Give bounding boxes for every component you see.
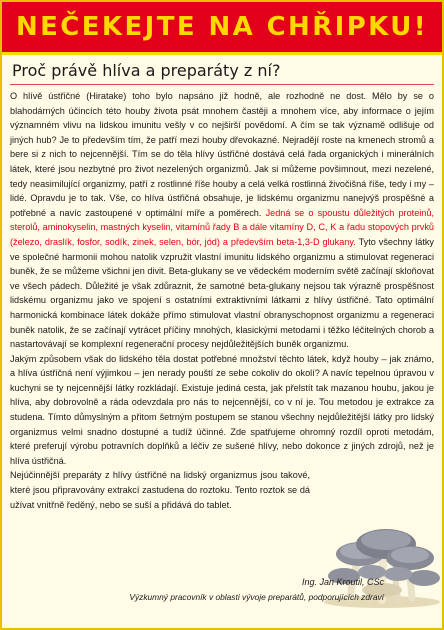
headline-banner: [2, 2, 442, 52]
author-signature: Ing. Jan Kroutil, CSc: [301, 577, 384, 587]
nutrient-highlight: Jedná se o spoustu důležitých proteinů, sterolů, aminokyselin, mastných kyselin, vitamínů řady B a dále vitamíny D, C, K a řadu stopových prvků (železo, draslík, fosfor, sodík, zinek, selen, bór, jód) a především beta-1,3-D glukany.: [10, 207, 434, 247]
paragraph-3: Nejúčinnější preparáty z hlívy ústřičné na lidský organizmus jsou takové, které jsou připravovány extrakcí zastudena do roztoku. Tento roztok se dá užívat vnitřně ředěný, nebo se suší a přidává do tablet.: [10, 470, 310, 510]
paragraph-2: Jakým způsobem však do lidského těla dostat potřebné množství těchto látek, když houby – jak známo, a hlíva ústřičná není výjimkou – jen nerady pouští ze sebe cokoliv do okolí? A navíc tepelnou úpravou v kuchyni se ty nejcennější látky rozkládají. Existuje jediná cesta, jak přelstít tak mazanou houbu, jakou je hlíva, aby dobrovolně a ráda odevzdala pro nás to nejcennější, co v ní je. Tou metodou je extrakce za studena. Tímto důmyslným a přitom šetrným postupem se stanou všechny nejdůležitější látky pro lidský organizmus velmi snadno dostupné a tudíž účinné. Zde spatřujeme ohromný rozdíl oproti metodám, které preferují výrobu potravních doplňků a léčiv ze sušené hlívy, nebo dokonce z jiných zdrojů, než je hlíva ústřičná.: [10, 353, 434, 466]
paragraph-1: [10, 89, 434, 352]
subheading-divider: [10, 84, 434, 85]
paragraph-1-rest: Tyto všechny látky ve společné harmonii mohou natolik vzpružit vlastní imunitu lidského organizmu a stimulovat regeneraci buněk, že se můžeme všichni jen divit. Beta-glukany se ve vědeckém moderním světě začínají skloňovat ve všech pádech. Důležité je však zdůraznit, že samotné beta-glukany nejsou tak výrazně prospěšnost lidskému organizmu jako ve spojení s ostatními extraktivními látkami z hlívy ústřičné. Tato optimální harmonická kombinace látek dokáže přímo stimulovat vlastní obranyschopnost organizmu a regeneraci buněk natolik, že se začínají vytrácet příčiny mnohých, klasickými metodami i těžko léčitelných chorob a nastartovávají se komplexní regenerační procesy nejdůležitějších buněk organizmu.: [10, 236, 434, 350]
headline: NEČEKEJTE NA CHŘIPKU!: [15, 12, 429, 42]
author-caption: Výzkumný pracovník v oblasti vývoje preparátů, podporujících zdraví: [129, 592, 384, 602]
paragraph-1-intro: O hlívě ústřičné (Hiratake) toho bylo napsáno již hodně, ale rozhodně ne dost. Mělo by se o blahodárných účincích této houby života psát mnohem častěji a mnohem více, aby informace o jejím významném vlivu na lidskou imunitu vešly v co nejširší povědomí. A čím se tak významě odlišuje od jiných hub? Je to především tím, že patří mezi houby dřevokazné. Nejradějí roste na kmenech stromů a bere si z nich to nejcennější. Tím se do těla hlívy ústřičné dostává celá řada organických i minerálních látek, které jsou nezbytné pro život nezelených organizmů. Jak si můžeme povšimnout, mezi nezelené, tedy neasimilující organizmy, patří z rostlinné říše houby a celá velká rostlinná živočišná říše, tedy i my – lidé. Opravdu je to tak. Vše, co hlíva ústřičná obsahuje, je lidskému organizmu nanejvýš prospěšné a potřebné a navíc zastoupené v optimální míře a poměrech.: [10, 91, 434, 218]
article-subheading: Proč právě hlíva a preparáty z ní?: [12, 61, 281, 80]
article-body: [10, 89, 434, 512]
banner-underline: [2, 52, 442, 55]
